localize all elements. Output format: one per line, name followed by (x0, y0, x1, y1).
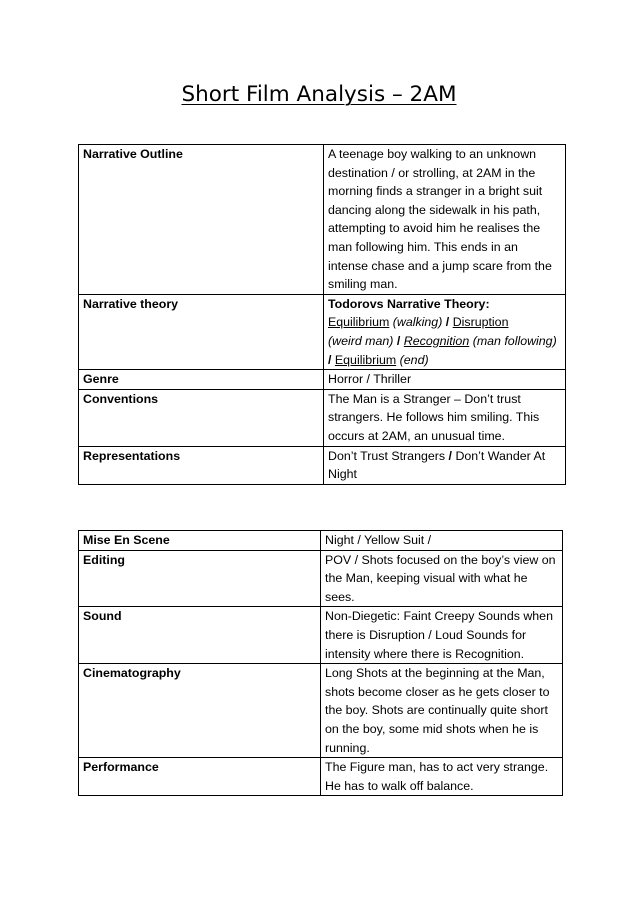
representation-a: Don’t Trust Strangers (328, 448, 446, 463)
stage-note: (weird man) (328, 333, 394, 348)
analysis-table-2 (78, 530, 563, 796)
separator: / (396, 333, 401, 348)
row-label: Editing (79, 550, 321, 607)
table-row (79, 531, 563, 551)
table-row (79, 758, 563, 796)
row-value: Non-Diegetic: Faint Creepy Sounds when there is Disruption / Loud Sounds for intensity where there is Recognition. (321, 607, 563, 664)
stage-equilibrium: Equilibrium (328, 315, 390, 330)
title-text: Short Film Analysis – 2AM (181, 82, 457, 107)
row-label: Narrative theory (79, 294, 324, 369)
representation-b: Don’t Wander At Night (328, 448, 546, 482)
row-value: Night / Yellow Suit / (321, 531, 563, 551)
document-title (0, 82, 638, 107)
table-row (79, 370, 566, 390)
row-label: Conventions (79, 389, 324, 446)
table-row (79, 145, 566, 295)
separator: / (328, 352, 332, 367)
row-label: Performance (79, 758, 321, 796)
row-value: POV / Shots focused on the boy’s view on the Man, keeping visual with what he sees. (321, 550, 563, 607)
row-value: A teenage boy walking to an unknown destination / or strolling, at 2AM in the morning finds a stranger in a bright suit dancing along the sidewalk in his path, attempting to avoid him he realises the man following him. This ends in an intense chase and a jump scare from the smiling man. (324, 145, 566, 295)
stage-note: (walking) (392, 315, 443, 330)
table-row (79, 607, 563, 664)
row-label: Representations (79, 446, 324, 484)
separator: / (445, 315, 450, 330)
table-row (79, 550, 563, 607)
row-value: Horror / Thriller (324, 370, 566, 390)
row-label: Narrative Outline (79, 145, 324, 295)
row-label: Cinematography (79, 664, 321, 758)
row-value (324, 446, 566, 484)
table-row (79, 664, 563, 758)
theory-heading: Todorovs Narrative Theory: (328, 296, 490, 311)
stage-note: (man following) (472, 333, 557, 348)
table-row (79, 446, 566, 484)
row-value (324, 294, 566, 369)
stage-recognition: Recognition (403, 333, 470, 348)
row-label: Genre (79, 370, 324, 390)
row-label: Sound (79, 607, 321, 664)
stage-disruption: Disruption (452, 315, 509, 330)
row-label: Mise En Scene (79, 531, 321, 551)
separator: / (448, 448, 452, 463)
stage-equilibrium-end: Equilibrium (334, 352, 397, 367)
stage-note: (end) (399, 352, 429, 367)
table-row (79, 294, 566, 369)
row-value: Long Shots at the beginning at the Man, shots become closer as he gets closer to the boy. Shots are continually quite short on the boy, some mid shots when he is running. (321, 664, 563, 758)
analysis-table-1 (78, 144, 566, 485)
row-value: The Man is a Stranger – Don’t trust strangers. He follows him smiling. This occurs at 2AM, an unusual time. (324, 389, 566, 446)
row-value: The Figure man, has to act very strange. He has to walk off balance. (321, 758, 563, 796)
table-row (79, 389, 566, 446)
